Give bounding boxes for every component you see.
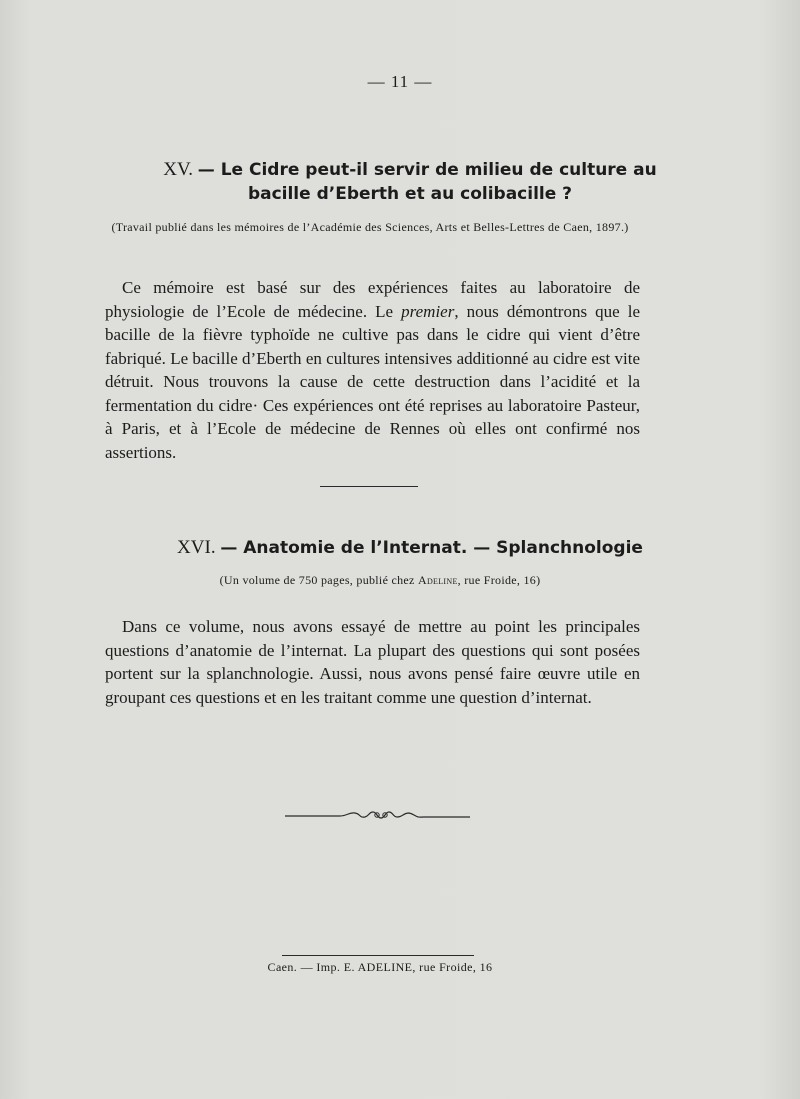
section-xv-note: (Travail publié dans les mémoires de l’Académie des Sciences, Arts et Belles-Lettres de Caen, 1897.) [111,220,629,234]
section-xv-title-line1: — Le Cidre peut-il servir de milieu de culture au [197,160,657,180]
section-divider [320,486,418,487]
section-xv-title-line2: bacille d’Eberth et au colibacille ? [247,184,573,204]
page-number: — 11 — [367,72,433,91]
section-xvi-paragraph: Dans ce volume, nous avons essayé de mettre au point les principales questions d’anatomie de l’internat. La plupart des questions qui sont posées portent sur la splanchnologie. Aussi, nous avons pensé faire œuvre utile en groupant ces questions et en les traitant comme une question d’internat. [105,617,640,707]
section-xvi-note-start: (Un volume de 750 pages, publié chez [219,573,418,587]
printer-imprint: Caen. — Imp. E. ADELINE, rue Froide, 16 [267,960,493,974]
section-xv-paragraph-end: , nous démontrons que le bacille de la fièvre typhoïde ne cultive pas dans le cidre qui vient d’être fabriqué. Le bacille d’Eberth en cultures intensives additionné au cidre est vite détruit. Nous trouvons la cause de cette destruction dans l’acidité et la fermentation du cidre· Ces expériences ont été reprises au laboratoire Pasteur, à Paris, et à l’Ecole de médecine de Rennes où elles ont confirmé nos assertions. [105,301,641,462]
ornament-divider [285,806,470,826]
section-xvi-title-text: — Anatomie de l’Internat. — Splanchnologie [220,538,643,558]
footer-rule [282,955,474,956]
section-xvi-note [110,571,650,589]
section-xv-paragraph-start: Ce mémoire est basé sur des expériences faites au laboratoire de physiologie de l’Ecole de médecine. Le [105,278,640,321]
section-xvi-note-publisher: Adeline [417,573,458,587]
section-xv-number: XV. [163,159,194,180]
section-xvi-number: XVI. [177,537,216,558]
section-xv-paragraph-emphasis: premier [401,301,455,321]
section-xv-title [100,158,720,206]
section-xvi-title [100,536,720,560]
section-xv-paragraph [105,276,640,464]
section-xvi-note-end: , rue Froide, 16) [457,573,541,587]
